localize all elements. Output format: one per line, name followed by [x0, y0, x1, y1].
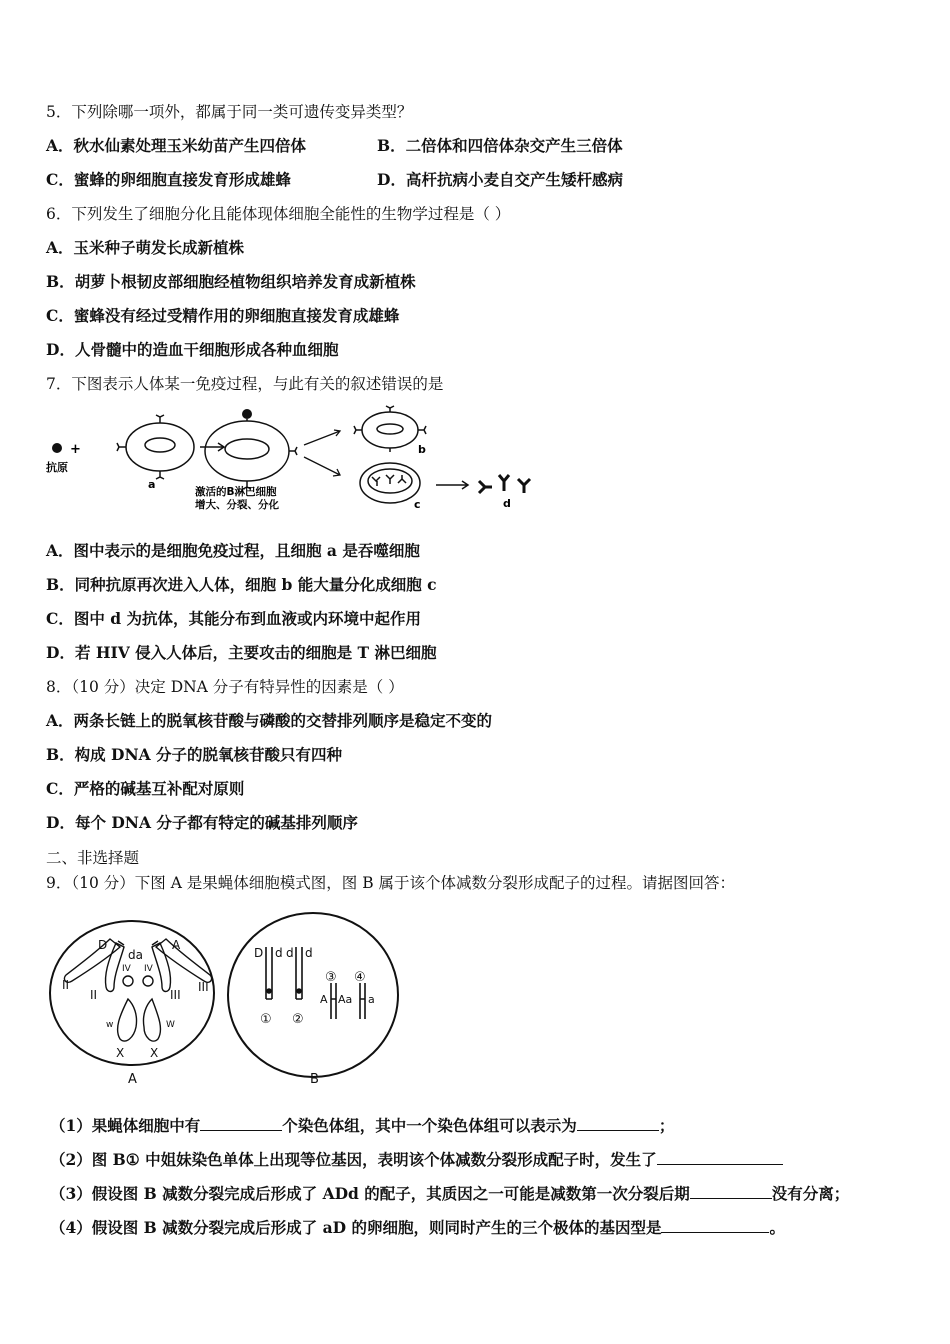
section-heading: 二、非选择题 [46, 849, 140, 867]
arrow-to-antibody [436, 481, 468, 489]
q9-sub4-blank[interactable] [661, 1218, 769, 1233]
q9-sub4 [50, 1217, 785, 1239]
fig-b-d2: d [286, 946, 294, 960]
fig-a-D: D [98, 938, 108, 952]
q9-sub3 [50, 1183, 849, 1205]
q5-option-c: C．蜜蜂的卵细胞直接发育形成雄蜂 [46, 170, 291, 189]
q6-option-d: D．人骨髓中的造血干细胞形成各种血细胞 [46, 340, 339, 359]
q9-sub4-text-a: （4）假设图 B 减数分裂完成后形成了 aD 的卵细胞，则同时产生的三个极体的基因型是 [50, 1218, 662, 1237]
q8-stem: 8．（10 分）决定 DNA 分子有特异性的因素是（ ） [46, 678, 404, 696]
q9-sub2 [50, 1149, 783, 1171]
q5-stem: 5．下列除哪一项外，都属于同一类可遗传变异类型？ [46, 103, 413, 121]
fig-b-num2: ② [292, 1012, 304, 1027]
q5-option-b: B．二倍体和四倍体杂交产生三倍体 [377, 136, 623, 155]
activated-b-cell [205, 419, 297, 489]
antigen-label: 抗原 [46, 461, 68, 474]
figure-b-label: B [310, 1072, 319, 1087]
fig-b-A: A [320, 993, 328, 1006]
antibody-label: d [503, 497, 511, 510]
q9-sub2-text-a: （2）图 B① 中姐妹染色单体上出现等位基因，表明该个体减数分裂形成配子时，发生了 [50, 1150, 657, 1169]
fig-a-da: da [128, 948, 143, 962]
fig-b-num4: ④ [354, 970, 366, 985]
q5-option-d: D．高杆抗病小麦自交产生矮杆感病 [377, 170, 623, 189]
fig-a-X-left: X [116, 1046, 125, 1060]
cell-a [117, 415, 194, 479]
q6-stem: 6．下列发生了细胞分化且能体现体细胞全能性的生物学过程是（ ） [46, 205, 511, 223]
branch-arrows [304, 430, 340, 476]
fig-b-D: D [254, 946, 264, 960]
q9-sub3-text-b: 没有分离； [771, 1184, 850, 1203]
q9-sub1-text-b: 个染色体组，其中一个染色体组可以表示为 [282, 1116, 577, 1135]
q9-sub1-blank1[interactable] [200, 1116, 282, 1131]
q9-sub3-blank[interactable] [690, 1184, 772, 1199]
note-divide: 增大、分裂、分化 [195, 499, 279, 511]
q7-stem: 7．下图表示人体某一免疫过程，与此有关的叙述错误的是 [46, 375, 444, 393]
figure-a-label: A [128, 1072, 137, 1087]
q8-option-a: A．两条长链上的脱氧核苷酸与磷酸的交替排列顺序是稳定不变的 [46, 711, 493, 730]
fig-a-III-left: III [170, 988, 181, 1002]
fig-a-w-left: w [106, 1020, 114, 1030]
q9-sub1 [50, 1115, 674, 1137]
q9-sub1-text-c: ； [658, 1116, 675, 1135]
fig-a-X-right: X [150, 1046, 159, 1060]
fig-a-A: A [172, 938, 181, 952]
fig-b-d3: d [305, 946, 313, 960]
plus-sign: + [70, 442, 81, 457]
cell-c [360, 463, 420, 503]
q9-sub1-text-a: （1）果蝇体细胞中有 [50, 1116, 201, 1135]
q6-option-c: C．蜜蜂没有经过受精作用的卵细胞直接发育成雄蜂 [46, 306, 400, 325]
q9-sub3-text-a: （3）假设图 B 减数分裂完成后形成了 ADd 的配子，其质因之一可能是减数第一次分裂后期 [50, 1184, 690, 1203]
fig-a-III-right: III [198, 980, 209, 994]
q8-option-d: D．每个 DNA 分子都有特定的碱基排列顺序 [46, 813, 358, 832]
fig-b-num3: ③ [325, 970, 337, 985]
q6-option-a: A．玉米种子萌发长成新植株 [46, 238, 245, 257]
fig-a-II-right: II [90, 988, 98, 1002]
fruitfly-figures [48, 905, 408, 1087]
q8-option-c: C．严格的碱基互补配对原则 [46, 779, 245, 798]
antibodies-d [479, 475, 530, 493]
bound-antigen-dot [242, 409, 252, 419]
fig-a-IV-right: IV [144, 964, 153, 974]
fig-a-IV-left: IV [122, 964, 131, 974]
fig-b-d1: d [275, 946, 283, 960]
q9-sub2-blank[interactable] [657, 1150, 783, 1165]
q7-option-b: B．同种抗原再次进入人体，细胞 b 能大量分化成细胞 c [46, 575, 437, 594]
antigen-dot [52, 443, 62, 453]
q9-sub1-blank2[interactable] [577, 1116, 659, 1131]
q9-sub4-text-b: 。 [769, 1218, 785, 1237]
q8-option-b: B．构成 DNA 分子的脱氧核苷酸只有四种 [46, 745, 343, 764]
figure-a-cell [50, 921, 214, 1065]
cell-a-label: a [148, 478, 156, 491]
arrow-1 [200, 443, 224, 451]
q6-option-b: B．胡萝卜根韧皮部细胞经植物组织培养发育成新植株 [46, 272, 416, 291]
fig-b-Aa: Aa [338, 993, 353, 1006]
cell-b [354, 406, 426, 452]
q7-option-d: D．若 HIV 侵入人体后，主要攻击的细胞是 T 淋巴细胞 [46, 643, 437, 662]
note-activated-b: 激活的B淋巴细胞 [195, 486, 277, 498]
cell-c-label: c [414, 498, 421, 511]
fig-a-w-right: W [166, 1020, 175, 1030]
fig-b-a: a [368, 993, 375, 1006]
fig-a-II-left: II [62, 978, 70, 992]
q7-option-c: C．图中 d 为抗体，其能分布到血液或内环境中起作用 [46, 609, 421, 628]
immune-process-figure [40, 405, 540, 515]
fig-b-num1: ① [260, 1012, 272, 1027]
q9-stem: 9．（10 分）下图 A 是果蝇体细胞模式图，图 B 属于该个体减数分裂形成配子的过程。请据图回答： [46, 874, 736, 892]
q7-option-a: A．图中表示的是细胞免疫过程，且细胞 a 是吞噬细胞 [46, 541, 420, 560]
q5-option-a: A．秋水仙素处理玉米幼苗产生四倍体 [46, 136, 307, 155]
cell-b-label: b [418, 443, 426, 456]
